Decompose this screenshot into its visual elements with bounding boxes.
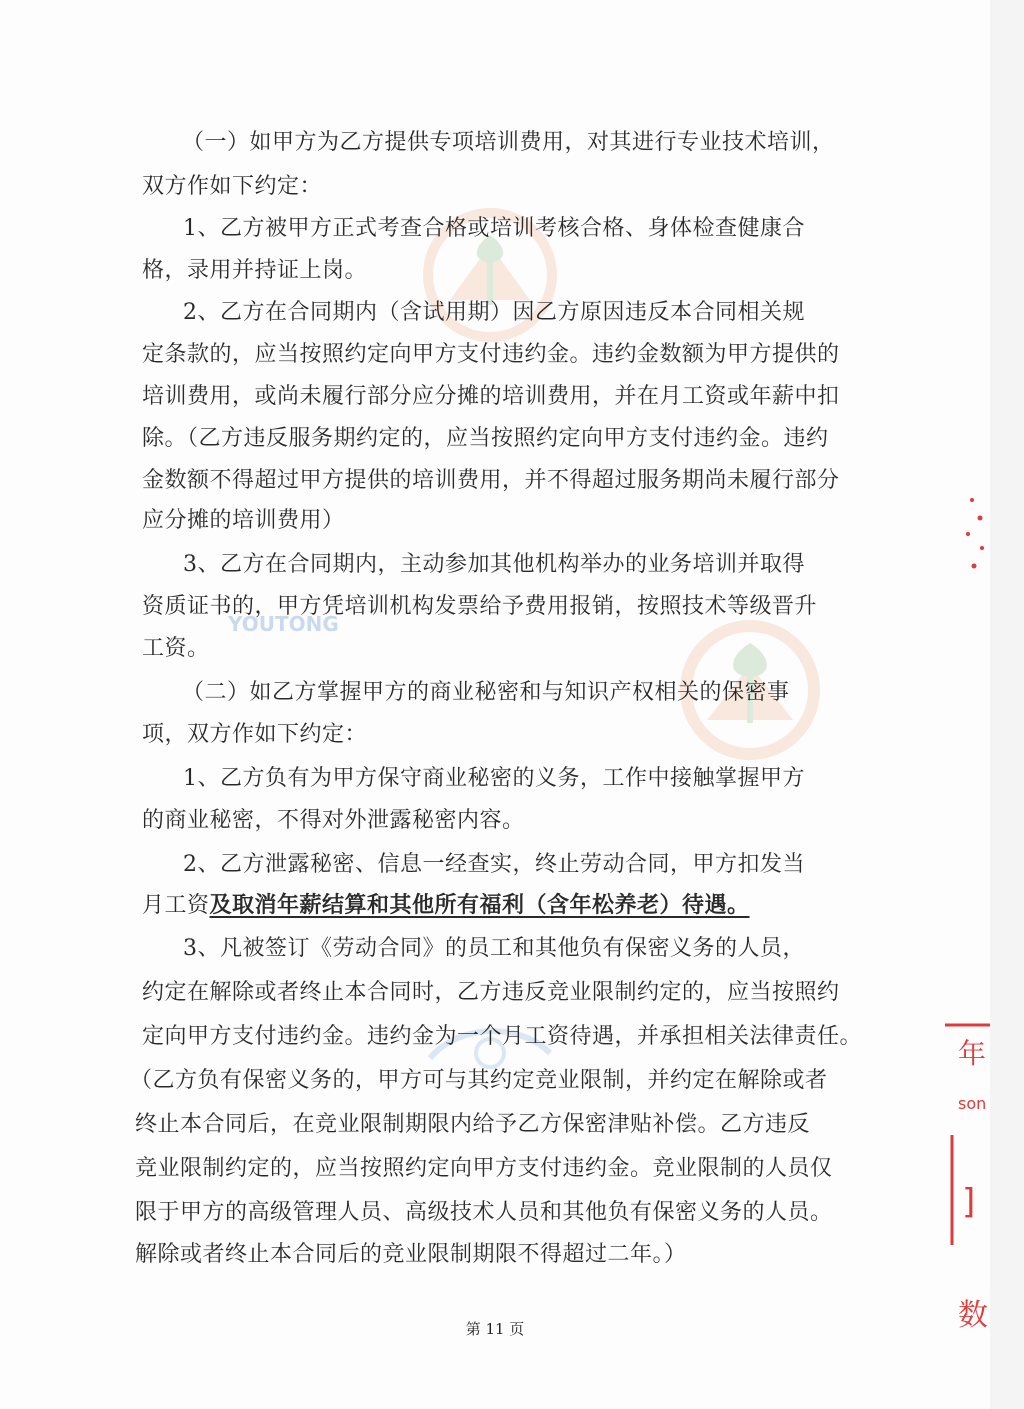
para-2-line-2: 项，双方作如下约定： xyxy=(142,722,368,747)
para-1-line-1: （一）如甲方为乙方提供专项培训费用，对其进行专业技术培训， xyxy=(182,130,835,155)
sub-3-line-6: 竞业限制约定的，应当按照约定向甲方支付违约金。竞业限制的人员仅 xyxy=(135,1156,833,1181)
sub-3-line-1: 3、凡被签订《劳动合同》的员工和其他负有保密义务的人员， xyxy=(183,936,805,961)
item-2-line-1: 2、乙方在合同期内（含试用期）因乙方原因违反本合同相关规 xyxy=(183,300,805,325)
item-1-line-1: 1、乙方被甲方正式考查合格或培训考核合格、身体检查健康合 xyxy=(183,216,805,241)
page-number: 第 11 页 xyxy=(465,1320,525,1338)
para-2-line-1: （二）如乙方掌握甲方的商业秘密和与知识产权相关的保密事 xyxy=(182,680,790,705)
item-3-line-3: 工资。 xyxy=(142,636,210,661)
sub-3-line-3: 定向甲方支付违约金。违约金为一个月工资待遇，并承担相关法律责任。 xyxy=(142,1024,863,1049)
item-2-line-3: 培训费用，或尚未履行部分应分摊的培训费用，并在月工资或年薪中扣 xyxy=(142,384,840,409)
seal-fragment-2: son xyxy=(958,1094,987,1113)
sub-1-line-2: 的商业秘密，不得对外泄露秘密内容。 xyxy=(142,808,525,833)
sub-2-line-2-plain: 月工资 xyxy=(142,893,210,918)
item-1-line-2: 格，录用并持证上岗。 xyxy=(142,258,368,283)
seal-fragment-3: ] xyxy=(962,1182,976,1222)
scan-edge xyxy=(990,0,1024,1409)
item-3-line-1: 3、乙方在合同期内，主动参加其他机构举办的业务培训并取得 xyxy=(183,552,805,577)
sub-1-line-1: 1、乙方负有为甲方保守商业秘密的义务，工作中接触掌握甲方 xyxy=(183,766,805,791)
item-2-line-5: 金数额不得超过甲方提供的培训费用，并不得超过服务期尚未履行部分 xyxy=(142,468,840,493)
youtong-watermark-text: YOUTONG xyxy=(228,612,339,636)
sub-3-line-4: （乙方负有保密义务的，甲方可与其约定竞业限制，并约定在解除或者 xyxy=(130,1068,828,1093)
item-2-line-6: 应分摊的培训费用） xyxy=(142,508,345,533)
item-2-line-2: 定条款的，应当按照约定向甲方支付违约金。违约金数额为甲方提供的 xyxy=(142,342,840,367)
sub-2-line-1: 2、乙方泄露秘密、信息一经查实，终止劳动合同，甲方扣发当 xyxy=(183,852,805,877)
item-2-line-4: 除。（乙方违反服务期约定的，应当按照约定向甲方支付违约金。违约 xyxy=(142,426,829,451)
sub-2-line-2-underlined: 及取消年薪结算和其他所有福利（含年松养老）待遇。 xyxy=(209,892,750,918)
seal-dots xyxy=(960,490,990,580)
sub-3-line-5: 终止本合同后，在竞业限制期限内给予乙方保密津贴补偿。乙方违反 xyxy=(135,1112,811,1137)
sub-2-line-2 xyxy=(142,890,750,921)
seal-fragment-4: 数 xyxy=(958,1298,988,1333)
sub-3-line-7: 限于甲方的高级管理人员、高级技术人员和其他负有保密义务的人员。 xyxy=(135,1200,833,1225)
sub-3-line-8: 解除或者终止本合同后的竞业限制期限不得超过二年。） xyxy=(135,1242,687,1267)
item-3-line-2: 资质证书的，甲方凭培训机构发票给予费用报销，按照技术等级晋升 xyxy=(142,594,818,619)
para-1-line-2: 双方作如下约定： xyxy=(142,174,323,199)
sub-3-line-2: 约定在解除或者终止本合同时，乙方违反竞业限制约定的，应当按照约 xyxy=(142,980,840,1005)
seal-fragment-1: 年 xyxy=(958,1037,987,1070)
